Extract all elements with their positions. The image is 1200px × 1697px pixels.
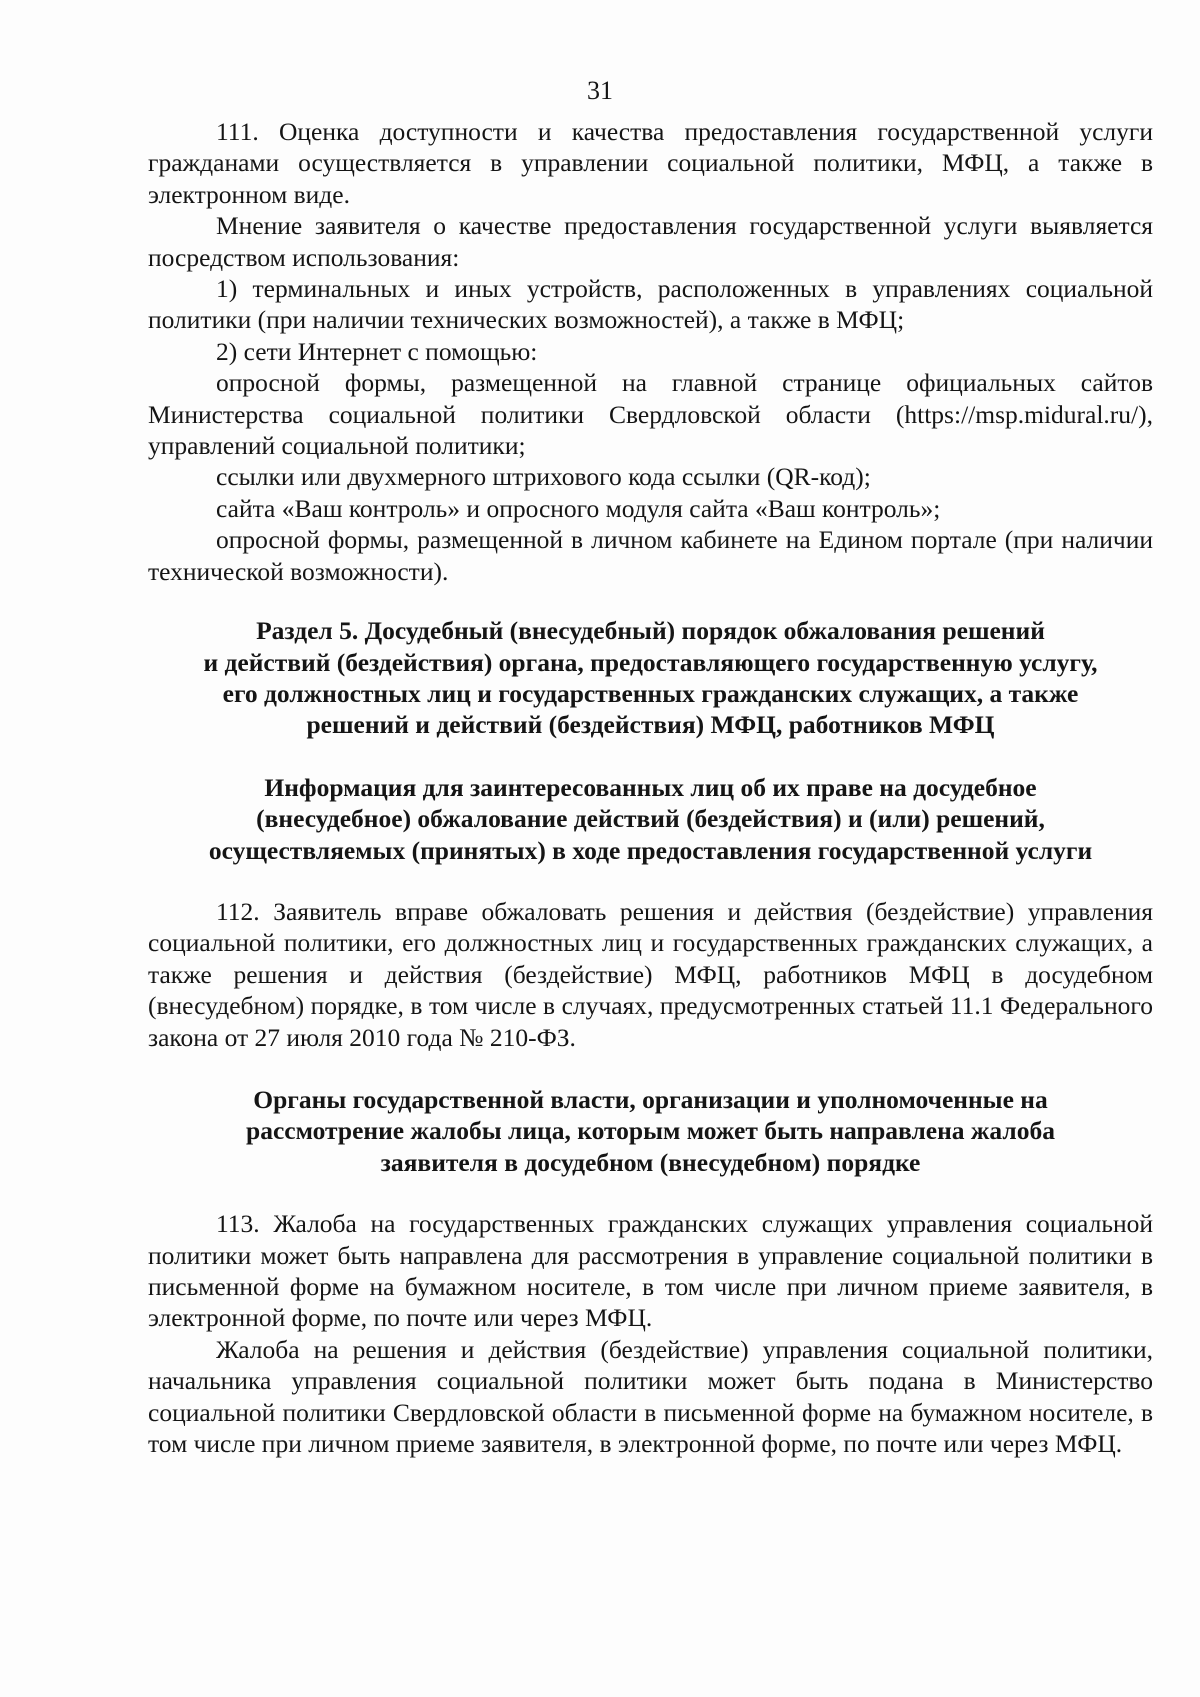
list-item-terminals: 1) терминальных и иных устройств, расположенных в управлениях социальной политики (при наличии технических возможностей), а также в МФЦ;	[148, 274, 1153, 335]
organs-subheading-line: рассмотрение жалобы лица, которым может быть направлена жалоба	[246, 1116, 1055, 1146]
info-subheading-line: (внесудебное) обжалование действий (бездействия) и (или) решений,	[256, 804, 1045, 834]
info-subheading	[148, 772, 1153, 866]
info-subheading-line: Информация для заинтересованных лиц об их праве на досудебное	[264, 772, 1037, 802]
section-5-heading	[148, 615, 1153, 741]
organs-subheading-line: Органы государственной власти, организации и уполномоченные на	[253, 1084, 1048, 1114]
paragraph-vash-kontrol: сайта «Ваш контроль» и опросного модуля сайта «Ваш контроль»;	[216, 493, 941, 523]
paragraph-portal-form: опросной формы, размещенной в личном кабинете на Едином портале (при наличии технической возможности).	[148, 525, 1153, 586]
paragraph-complaint-ministry: Жалоба на решения и действия (бездействие) управления социальной политики, начальника управления социальной политики может быть подана в Министерство социальной политики Свердловской области в письменной форме на бумажном носителе, в том числе при личном приеме заявителя, в электронной форме, по почте или через МФЦ.	[148, 1334, 1153, 1459]
list-item-internet: 2) сети Интернет с помощью:	[216, 336, 538, 366]
paragraph-survey-form: опросной формы, размещенной на главной странице официальных сайтов Министерства социальной политики Свердловской области (https://msp.midural.ru/), управлений социальной политики;	[148, 368, 1153, 461]
organs-subheading	[148, 1084, 1153, 1178]
page-number: 31	[587, 76, 613, 105]
page-content	[148, 116, 1153, 1459]
section-5-heading-line: решений и действий (бездействия) МФЦ, работников МФЦ	[306, 710, 995, 740]
section-5-heading-line: его должностных лиц и государственных гражданских служащих, а также	[222, 678, 1079, 708]
section-5-heading-line: и действий (бездействия) органа, предоставляющего государственную услугу,	[203, 647, 1098, 677]
section-5-heading-line: Раздел 5. Досудебный (внесудебный) порядок обжалования решений	[256, 616, 1045, 646]
paragraph-opinion: Мнение заявителя о качестве предоставления государственной услуги выявляется посредством использования:	[148, 211, 1153, 272]
paragraph-111: 111. Оценка доступности и качества предоставления государственной услуги гражданами осуществляется в управлении социальной политики, МФЦ, а также в электронном виде.	[148, 117, 1153, 209]
paragraph-112: 112. Заявитель вправе обжаловать решения и действия (бездействие) управления социальной политики, его должностных лиц и государственных гражданских служащих, а также решения и действия (бездействие) МФЦ, работников МФЦ в досудебном (внесудебном) порядке, в том числе в случаях, предусмотренных статьей 11.1 Федерального закона от 27 июля 2010 года № 210-ФЗ.	[148, 896, 1153, 1052]
organs-subheading-line: заявителя в досудебном (внесудебном) порядке	[380, 1147, 921, 1177]
paragraph-113: 113. Жалоба на государственных гражданских служащих управления социальной политики может быть направлена для рассмотрения в управление социальной политики в письменной форме на бумажном носителе, в том числе при личном приеме заявителя, в электронной форме, по почте или через МФЦ.	[148, 1209, 1153, 1333]
info-subheading-line: осуществляемых (принятых) в ходе предоставления государственной услуги	[208, 835, 1093, 865]
paragraph-qr-link: ссылки или двухмерного штрихового кода ссылки (QR-код);	[216, 462, 871, 492]
